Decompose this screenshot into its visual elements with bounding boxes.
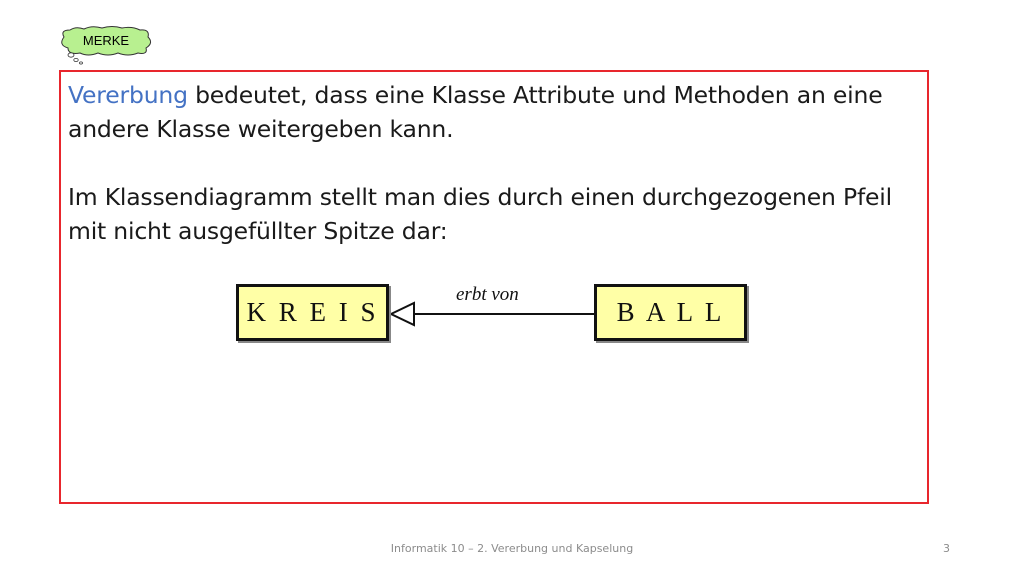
definition-rest: bedeutet, dass eine Klasse Attribute und Methoden an eine andere Klasse weitergeben kann. [68,81,883,143]
class-diagram [230,278,760,350]
definition-text [68,78,928,248]
page-number: 3 [943,542,950,555]
class-box-kreis: K R E I S [236,284,389,341]
class-box-ball: B A L L [594,284,747,341]
relation-label: erbt von [456,284,519,305]
term-highlight: Vererbung [68,81,188,109]
definition-paragraph [68,78,928,146]
merke-label: MERKE [82,33,130,48]
diagram-explanation: Im Klassendiagramm stellt man dies durch einen durchgezogenen Pfeil mit nicht ausgefüllter Spitze dar: [68,183,892,245]
footer-title: Informatik 10 – 2. Vererbung und Kapselung [390,542,634,555]
hollow-arrowhead-icon [391,303,414,325]
